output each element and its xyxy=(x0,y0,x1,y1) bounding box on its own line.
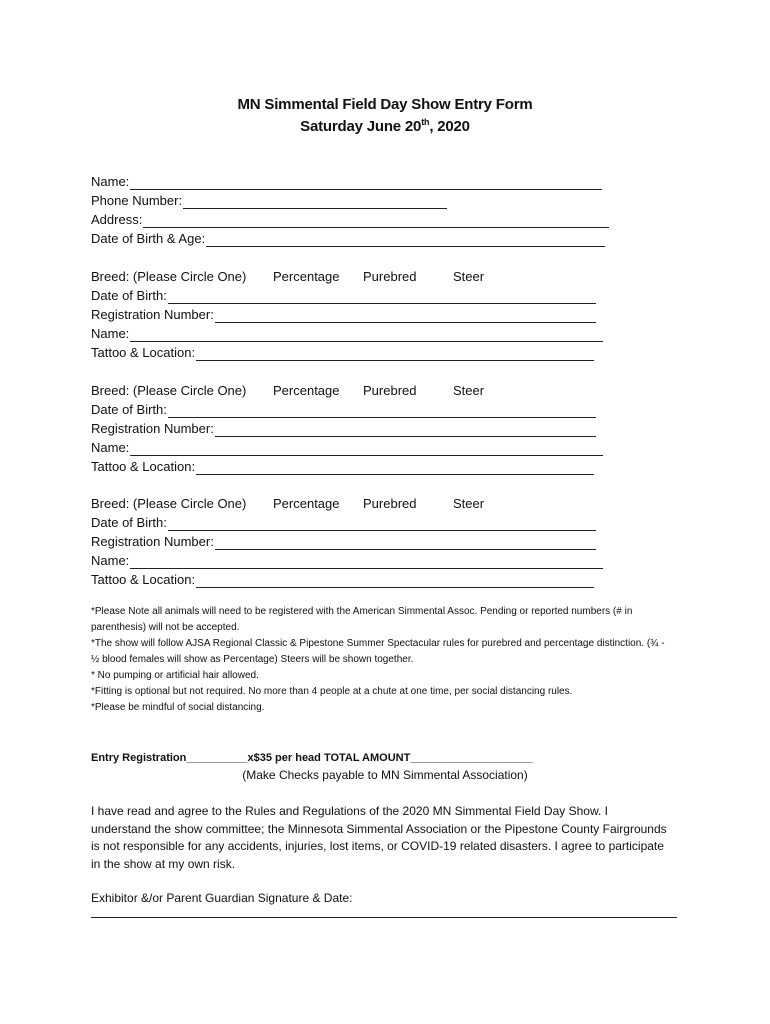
animal-registration-field[interactable]: Registration Number: xyxy=(91,534,596,550)
note-rules: *The show will follow AJSA Regional Classic & Pipestone Summer Spectacular rules for purebred and percentage distinction. (¾ - ½ blood females will show as Percentage) Steers will be shown together. xyxy=(91,638,665,665)
exhibitor-address-field[interactable]: Address: xyxy=(91,212,609,228)
signature-line[interactable] xyxy=(91,917,677,918)
option-purebred[interactable]: Purebred xyxy=(363,269,417,284)
option-percentage[interactable]: Percentage xyxy=(273,269,340,284)
option-purebred[interactable]: Purebred xyxy=(363,383,417,398)
note-pumping: * No pumping or artificial hair allowed. xyxy=(91,670,259,681)
option-steer[interactable]: Steer xyxy=(453,269,485,284)
note-registration: *Please Note all animals will need to be registered with the American Simmental Assoc. Pending or reported numbers (# in parenthesis) will not be accepted. xyxy=(91,606,633,633)
animal-name-field[interactable]: Name: xyxy=(91,553,603,569)
note-fitting: *Fitting is optional but not required. No more than 4 people at a chute at one time, per social distancing rules. xyxy=(91,686,573,697)
animal-dob-field[interactable]: Date of Birth: xyxy=(91,402,596,418)
form-title: MN Simmental Field Day Show Entry Form xyxy=(237,96,533,113)
show-date: Saturday June 20th, 2020 xyxy=(300,117,470,135)
exhibitor-dob-age-field[interactable]: Date of Birth & Age: xyxy=(91,231,605,247)
animal-tattoo-field[interactable]: Tattoo & Location: xyxy=(91,572,594,588)
animal-name-field[interactable]: Name: xyxy=(91,440,603,456)
exhibitor-name-field[interactable]: Name: xyxy=(91,174,602,190)
option-steer[interactable]: Steer xyxy=(453,496,485,511)
animal-registration-field[interactable]: Registration Number: xyxy=(91,307,596,323)
rules-notes xyxy=(91,604,671,716)
checks-payable-note: (Make Checks payable to MN Simmental Association) xyxy=(242,768,528,782)
entry-registration-line[interactable]: Entry Registration__________x$35 per head TOTAL AMOUNT____________________ xyxy=(91,752,533,764)
signature-label: Exhibitor &/or Parent Guardian Signature & Date: xyxy=(91,891,353,905)
option-percentage[interactable]: Percentage xyxy=(273,383,340,398)
animal-dob-field[interactable]: Date of Birth: xyxy=(91,515,596,531)
animal-tattoo-field[interactable]: Tattoo & Location: xyxy=(91,345,594,361)
entry-form-page: MN Simmental Field Day Show Entry Form Saturday June 20th, 2020 Name: Phone Number: Address: Date of Birth & Age: Breed: (Please Circle One) Percentage Purebred Steer Date of Birth: Registration Number: Name: Tattoo & Location: Breed: (Please Circle One) Percentage Purebred Steer Date of Birth: Registration Number: Name: Tattoo & Location: Breed: (Please Circle One) Percentage Purebred Steer Date of Birth: Registration Number: Name: Tattoo & Location: *Please Note all animals will need to be registered with the American Simmental Assoc. Pending or reported numbers (# in parenthesis) will not be accepted. *The show will follow AJSA Regional Classic & Pipestone Summer Spectacular rules for purebred and percentage distinction. (¾ - ½ blood females will show as Percentage) Steers will be shown together. * No pumping or artificial hair allowed. *Fitting is optional but not required. No more than 4 people at a chute at one time, per social distancing rules. *Please be mindful of social distancing. Entry Registration__________x$35 per head TOTAL AMOUNT____________________ (Make Checks payable to MN Simmental Association) I have read and agree to the Rules and Regulations of the 2020 MN Simmental Field Day Show. I understand the show committee; the Minnesota Simmental Association or the Pipestone County Fairgrounds is not responsible for any accidents, injuries, lost items, or COVID-19 related disasters. I agree to participate in the show at my own risk. Exhibitor &/or Parent Guardian Signature & Date: xyxy=(0,0,770,1024)
option-percentage[interactable]: Percentage xyxy=(273,496,340,511)
exhibitor-phone-field[interactable]: Phone Number: xyxy=(91,193,447,209)
animal-tattoo-field[interactable]: Tattoo & Location: xyxy=(91,459,594,475)
option-purebred[interactable]: Purebred xyxy=(363,496,417,511)
animal-registration-field[interactable]: Registration Number: xyxy=(91,421,596,437)
animal-dob-field[interactable]: Date of Birth: xyxy=(91,288,596,304)
animal-name-field[interactable]: Name: xyxy=(91,326,603,342)
option-steer[interactable]: Steer xyxy=(453,383,485,398)
agreement-paragraph: I have read and agree to the Rules and Regulations of the 2020 MN Simmental Field Day Show. I understand the show committee; the Minnesota Simmental Association or the Pipestone County Fairgrounds is not responsible for any accidents, injuries, lost items, or COVID-19 related disasters. I agree to participate in the show at my own risk. xyxy=(91,804,667,871)
note-distancing: *Please be mindful of social distancing. xyxy=(91,702,265,713)
